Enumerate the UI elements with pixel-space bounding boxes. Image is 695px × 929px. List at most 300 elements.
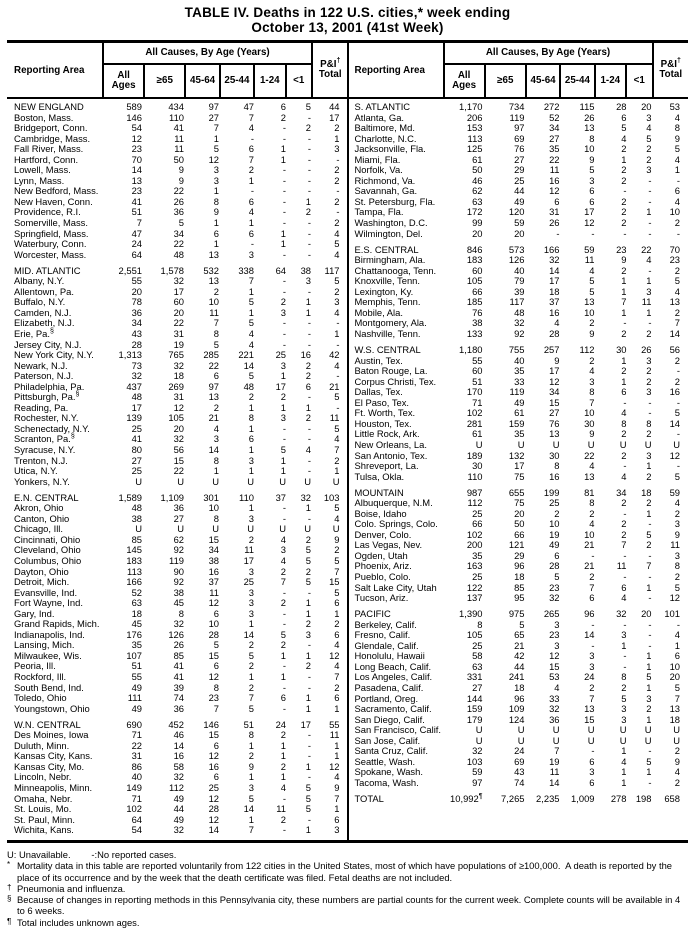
value-cell: 48 [243,380,254,392]
value-cell: 55 [131,670,142,682]
value-cell: 1 [305,649,311,661]
footnotes [7,849,688,928]
value-cell: 3 [621,629,627,641]
value-cell: 6 [213,227,219,239]
table-title-line2: October 13, 2001 (41st Week) [251,20,444,35]
value-cell: U [619,438,627,450]
reporting-area-label: Little Rock, Ark. [354,428,420,440]
reporting-area-label: Fort Wayne, Ind. [14,597,83,609]
reporting-area-label: Phoenix, Ariz. [354,560,412,572]
value-cell: 112 [467,497,483,509]
value-cell: U [517,734,525,746]
value-cell: - [623,618,627,630]
value-cell: - [676,428,680,440]
value-cell: - [591,227,595,239]
value-cell: 4 [646,254,652,266]
reporting-area-label: Baton Rouge, La. [354,365,428,377]
value-cell: - [648,174,652,186]
value-cell: 32 [300,491,311,503]
col-header-65plus: ≥65 [145,65,186,97]
value-cell: 4 [334,660,340,672]
value-cell: 49 [549,539,560,551]
value-cell: 1 [305,702,311,714]
value-cell: 49 [131,681,142,693]
reporting-area-label: Rockford, Ill. [14,670,67,682]
reporting-area-label: St. Petersburg, Fla. [354,195,436,207]
value-cell: - [623,507,627,519]
value-cell: 6 [213,607,219,619]
reporting-area-label: Austin, Tex. [354,354,403,366]
value-cell: U [247,523,254,535]
value-cell: - [648,629,652,641]
value-cell: 1 [621,776,627,788]
value-cell: 25 [208,781,219,793]
value-cell: 120 [508,206,525,218]
value-cell: 34 [549,122,560,134]
value-cell: 17 [131,401,142,413]
value-cell: 4 [248,327,254,339]
value-cell: 755 [508,344,525,356]
value-cell: 4 [674,285,680,297]
reporting-area-label: Fresno, Calif. [354,629,411,641]
value-cell: 49 [173,792,184,804]
city-row [7,672,348,683]
value-cell: 7 [136,217,142,229]
value-cell: 4 [334,359,340,371]
value-cell: U [644,724,652,736]
value-cell: 6 [248,195,254,207]
reporting-area-label: Pittsburgh, Pa.§ [14,391,80,403]
value-cell: 4 [334,248,340,260]
value-cell: 55 [131,275,142,287]
value-cell: 27 [472,681,483,693]
value-cell: 6 [248,433,254,445]
value-cell: 61 [472,428,483,440]
value-cell: 56 [669,344,680,356]
value-cell: 12 [208,813,219,825]
value-cell: 54 [131,824,142,836]
value-cell: 1 [248,670,254,682]
value-cell: 1 [248,502,254,514]
value-cell: - [282,248,286,260]
value-cell: 3 [213,174,219,186]
region-row [348,345,689,356]
value-cell: 5 [213,143,219,155]
value-cell: 3 [248,586,254,598]
value-cell: 20 [472,227,483,239]
reporting-area-label: W.N. CENTRAL [14,718,81,730]
value-cell: 10,992¶ [450,793,483,805]
value-cell: 2 [305,359,311,371]
reporting-area-label: Wichita, Kans. [14,824,74,836]
value-cell: 50 [472,164,483,176]
value-cell: 1 [334,327,340,339]
value-cell: 41 [131,195,142,207]
value-cell: 2 [248,533,254,545]
value-cell: 7 [248,275,254,287]
value-cell: 22 [549,153,560,165]
value-cell: 6 [589,195,595,207]
value-cell: 10 [584,528,595,540]
value-cell: 132 [508,449,525,461]
reporting-area-label: Spokane, Wash. [354,766,423,778]
value-cell: 6 [334,692,340,704]
value-cell: 13 [208,391,219,403]
value-cell: 112 [579,344,595,356]
reporting-area-label: Chattanooga, Tenn. [354,264,437,276]
value-cell: - [336,401,340,413]
city-row [348,218,689,229]
city-row [7,250,348,261]
reporting-area-label: Yonkers, N.Y. [14,475,70,487]
value-cell: 38 [173,586,184,598]
value-cell: 1 [646,766,652,778]
value-cell: 4 [674,195,680,207]
value-cell: - [676,460,680,472]
reporting-area-label: Akron, Ohio [14,502,64,514]
value-cell: - [307,327,311,339]
value-cell: 1 [334,132,340,144]
value-cell: 4 [589,460,595,472]
value-cell: 59 [472,766,483,778]
value-cell: - [282,586,286,598]
value-cell: 69 [514,755,525,767]
value-cell: 11 [174,143,184,155]
value-cell: 21 [584,560,595,572]
value-cell: 1 [248,465,254,477]
value-cell: 8 [213,195,219,207]
value-cell: 4 [554,317,560,329]
value-cell: - [623,660,627,672]
reporting-area-label: Minneapolis, Minn. [14,781,93,793]
value-cell: U [304,475,311,487]
value-cell: - [307,153,311,165]
value-cell: 1 [646,507,652,519]
reporting-area-label: Las Vegas, Nev. [354,539,423,551]
value-cell: 20 [641,101,652,112]
value-cell: - [282,174,286,186]
value-cell: 3 [334,143,340,155]
value-cell: 4 [674,111,680,123]
value-cell: 16 [549,306,560,318]
value-cell: 1 [248,771,254,783]
value-cell: 2,551 [118,264,142,276]
value-cell: 272 [543,101,560,112]
value-cell: - [307,111,311,123]
value-cell: 8 [554,460,560,472]
value-cell: 1 [334,702,340,714]
value-cell: U [332,523,340,535]
value-cell: 64 [131,813,142,825]
col-header-under1: <1 [633,74,645,86]
reporting-area-label: Denver, Colo. [354,528,412,540]
value-cell: 17 [549,275,560,287]
value-cell: 2 [674,571,680,583]
value-cell: 47 [243,101,254,112]
value-cell: 2 [280,391,286,403]
value-cell: 11 [616,560,627,572]
value-cell: 12 [549,185,560,197]
value-cell: 25 [472,639,483,651]
value-cell: 51 [131,206,142,218]
value-cell: 92 [514,327,525,339]
value-cell: - [250,238,254,250]
value-cell: 434 [168,101,184,112]
value-cell: 1 [674,639,680,651]
value-cell: 9 [674,132,680,144]
value-cell: 50 [514,518,525,530]
value-cell: 32 [173,824,184,836]
reporting-area-label: Long Beach, Calif. [354,660,432,672]
value-cell: 80 [131,444,142,455]
value-cell: 2 [305,206,311,218]
reporting-area-label: Tulsa, Okla. [354,470,405,482]
value-cell: - [307,143,311,155]
value-cell: 2 [674,507,680,519]
value-cell: - [623,460,627,472]
value-cell: 8 [213,512,219,524]
value-cell: 6 [621,111,627,123]
value-cell: 301 [203,491,219,503]
reporting-area-label: Cambridge, Mass. [14,132,91,144]
reporting-area-label: St. Paul, Minn. [14,813,75,825]
value-cell: 59 [669,486,680,498]
value-cell: U [135,475,142,487]
value-cell: 14 [669,417,680,429]
reporting-area-label: Youngstown, Ohio [14,702,90,714]
value-cell: - [282,285,286,297]
value-cell: 10 [669,660,680,672]
value-cell: 198 [635,793,652,805]
pi-total-label: Total [318,69,342,80]
value-cell: 2 [589,507,595,519]
value-cell: 23 [131,143,142,155]
pi-label: P&I† [320,57,341,70]
value-cell: 107 [126,649,142,661]
value-cell: 9 [178,174,184,186]
city-row [348,472,689,483]
value-cell: 59 [514,217,525,229]
value-cell: 2 [280,597,286,609]
value-cell: 257 [543,344,560,356]
value-cell: 765 [168,349,184,361]
value-cell: 21 [329,380,340,392]
value-cell: 3 [646,449,652,461]
value-cell: 1 [621,153,627,165]
value-cell: 1 [280,370,286,382]
value-cell: - [648,195,652,207]
value-cell: - [591,549,595,561]
value-cell: 183 [126,554,142,566]
value-cell: 3 [334,824,340,836]
value-cell: 26 [584,111,595,123]
value-cell: 24 [275,718,286,730]
reporting-area-header: Reporting Area [14,64,85,76]
value-cell: 74 [514,776,525,788]
value-cell: 24 [584,671,595,683]
value-cell: 5 [280,628,286,640]
value-cell: 1 [248,285,254,297]
reporting-area-label: San Diego, Calif. [354,713,425,725]
value-cell: 48 [173,248,184,260]
value-cell: 4 [334,639,340,651]
value-cell: 125 [466,143,483,155]
value-cell: 31 [131,750,142,762]
value-cell: 2 [280,813,286,825]
value-cell: 4 [334,771,340,783]
value-cell: 4 [674,153,680,165]
value-cell: 15 [549,660,560,672]
value-cell: 70 [131,153,142,165]
value-cell: 1 [248,401,254,413]
value-cell: 8 [589,386,595,398]
value-cell: 2 [646,327,652,339]
value-cell: 3 [280,359,286,371]
value-cell: 1 [305,607,311,619]
value-cell: 23 [549,581,560,593]
value-cell: 60 [173,296,184,308]
col-header-under1: <1 [293,74,305,86]
header-left-half [7,43,348,97]
value-cell: 21 [514,639,525,651]
footnote-marker: † [7,882,12,892]
value-cell: 2 [621,206,627,218]
value-cell: 1 [213,217,219,229]
reporting-area-label: Worcester, Mass. [14,248,87,260]
reporting-area-label: Berkeley, Calif. [354,618,417,630]
value-cell: 5 [305,781,311,793]
value-cell: 17 [173,285,184,297]
value-cell: 1 [646,206,652,218]
value-cell: 137 [466,592,483,604]
value-cell: 32 [173,275,184,287]
value-cell: 1 [621,766,627,778]
value-cell: 2 [646,143,652,155]
value-cell: 22 [173,238,184,250]
value-cell: 5 [621,122,627,134]
value-cell: 7 [248,153,254,165]
value-cell: 6 [248,143,254,155]
reporting-area-label: Lexington, Ky. [354,285,414,297]
value-cell: - [676,227,680,239]
value-cell: 49 [173,813,184,825]
reporting-area-label: Glendale, Calif. [354,639,419,651]
value-cell: 2 [589,354,595,366]
value-cell: 27 [549,132,560,144]
value-cell: 2 [621,365,627,377]
value-cell: - [282,512,286,524]
city-row [7,329,348,340]
value-cell: 5 [334,422,340,434]
value-cell: 60 [472,365,483,377]
value-cell: 17 [584,206,595,218]
value-cell: 66 [472,285,483,297]
value-cell: 8 [178,607,184,619]
value-cell: 15 [208,729,219,741]
value-cell: 9 [621,254,627,266]
reporting-area-label: Schenectady, N.Y. [14,422,90,434]
value-cell: 2 [674,264,680,276]
value-cell: 51 [243,718,254,730]
value-cell: 75 [514,497,525,509]
value-cell: 12 [329,649,340,661]
city-row [348,329,689,340]
value-cell: 30 [584,417,595,429]
value-cell: - [648,317,652,329]
value-cell: 8 [589,132,595,144]
value-cell: 24 [131,238,142,250]
value-cell: 15 [208,649,219,661]
value-cell: 53 [549,671,560,683]
value-cell: 2 [305,618,311,630]
reporting-area-label: E.N. CENTRAL [14,491,79,503]
value-cell: 5 [334,554,340,566]
value-cell: 1 [248,422,254,434]
value-cell: 2 [280,565,286,577]
column-divider [347,43,350,843]
value-cell: 6 [621,386,627,398]
value-cell: 97 [514,122,525,134]
value-cell: 31 [173,327,184,339]
value-cell: 8 [621,417,627,429]
value-cell: 31 [549,206,560,218]
value-cell: 23 [616,243,627,255]
value-cell: U [135,523,142,535]
value-cell: - [648,264,652,276]
value-cell: - [307,433,311,445]
value-cell: 1 [248,739,254,751]
value-cell: 8 [213,454,219,466]
value-cell: 14 [243,628,254,640]
value-cell: 12 [329,760,340,772]
reporting-area-label: Milwaukee, Wis. [14,649,82,661]
value-cell: 34 [131,317,142,329]
value-cell: 206 [466,111,483,123]
value-cell: 25 [131,465,142,477]
value-cell: 6 [213,771,219,783]
reporting-area-label: Dayton, Ohio [14,565,69,577]
value-cell: 2 [621,164,627,176]
value-cell: 20 [514,507,525,519]
value-cell: 59 [584,243,595,255]
value-cell: 2 [248,164,254,176]
footnote-line [7,849,688,860]
value-cell: 153 [466,122,483,134]
value-cell: 122 [466,581,483,593]
col-header-45-64: 45-64 [527,65,561,97]
value-cell: 11 [670,539,680,551]
value-cell: 2 [334,454,340,466]
reporting-area-label: South Bend, Ind. [14,681,84,693]
value-cell: U [552,438,560,450]
value-cell: - [648,518,652,530]
value-cell: 21 [584,539,595,551]
value-cell: 2 [674,306,680,318]
value-cell: 96 [514,560,525,572]
reporting-area-label: Des Moines, Iowa [14,729,89,741]
value-cell: 9 [334,781,340,793]
reporting-area-label: Elizabeth, N.J. [14,317,75,329]
value-cell: 2 [621,528,627,540]
value-cell: 5 [334,502,340,514]
value-cell: 16 [549,470,560,482]
value-cell: 14 [131,164,142,176]
value-cell: 2 [248,391,254,403]
reporting-area-label: Newark, N.J. [14,359,68,371]
value-cell: 17 [549,365,560,377]
value-cell: 3 [589,660,595,672]
value-cell: 7 [334,565,340,577]
